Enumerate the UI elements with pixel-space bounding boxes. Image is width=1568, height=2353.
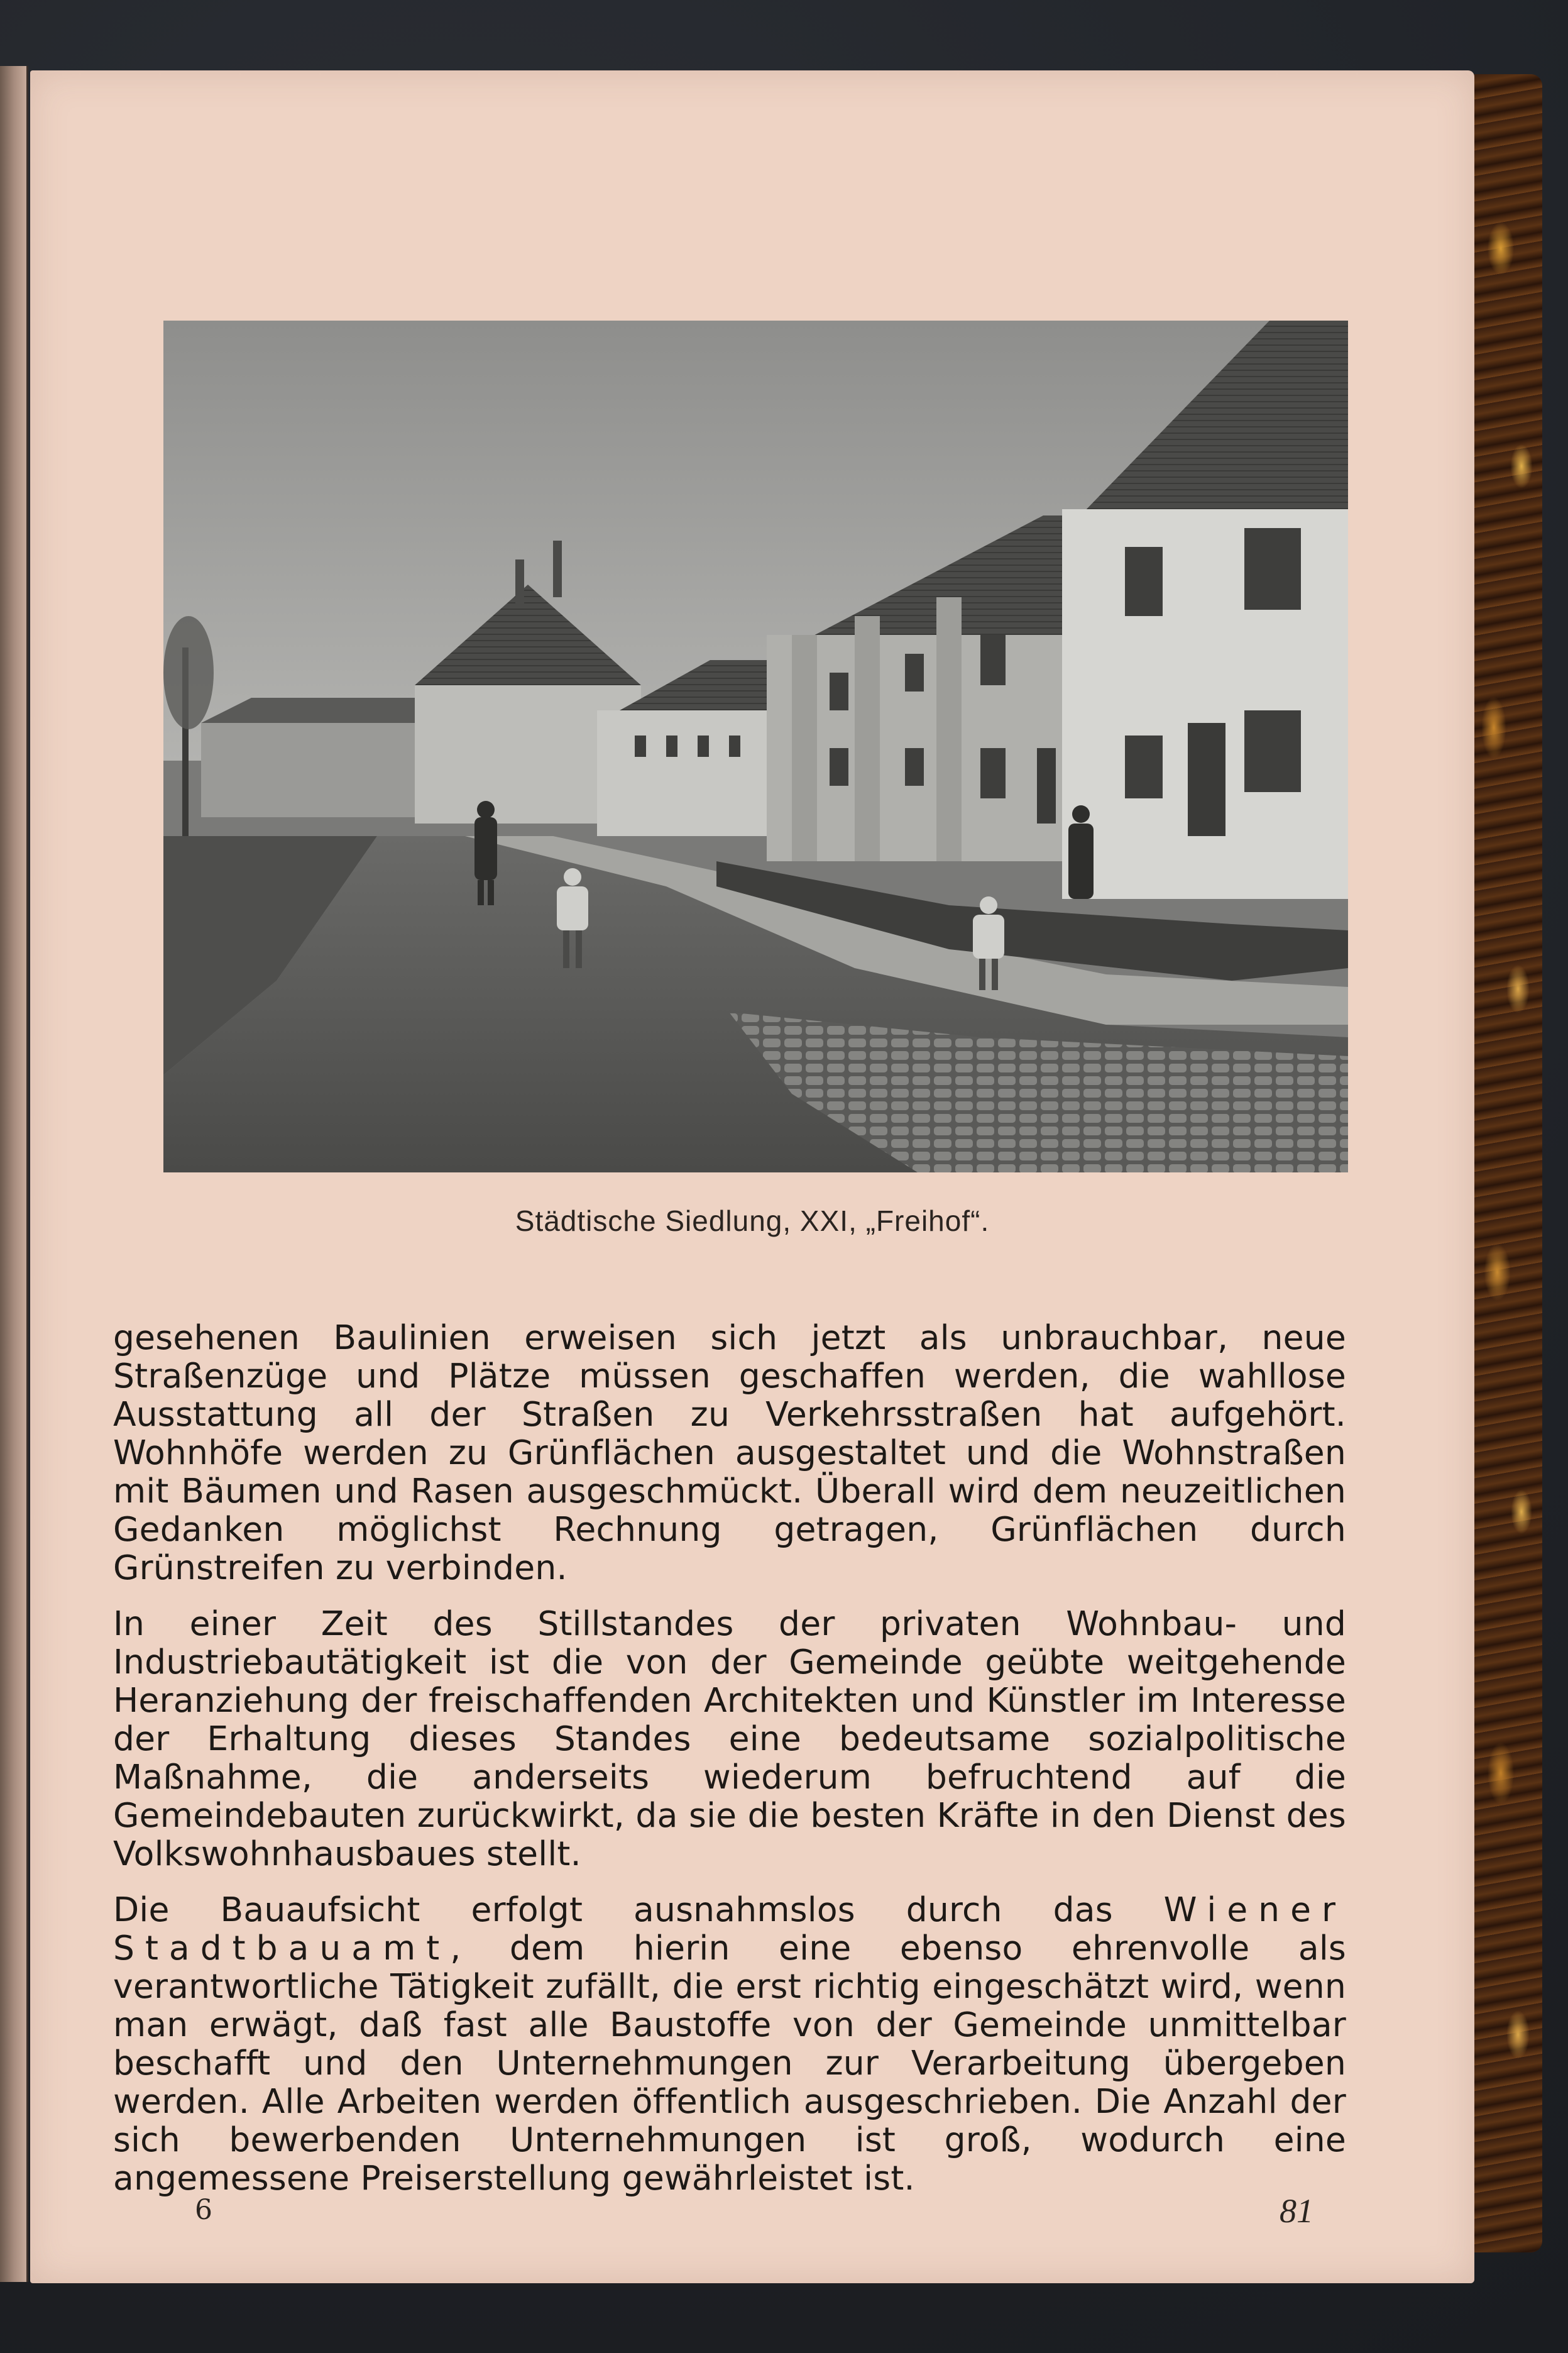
- paragraph-2: In einer Zeit des Stillstandes der privaten Wohnbau- und Industriebautätigkeit ist die von der Gemeinde geübte weitgehende Heranziehung der freischaffenden Architekten und Künstler im Interesse der Erhaltung dieses Standes eine bedeutsame sozialpolitische Maßnahme, die anderseits wiederum befruchtend auf die Gemeindebauten zurückwirkt, da sie die besten Kräfte in den Dienst des Volkswohnhausbaues stellt.: [113, 1604, 1346, 1873]
- page-number: 81: [1280, 2192, 1313, 2230]
- paragraph-3: [113, 1890, 1346, 2197]
- street-housing-estate-photo: [163, 321, 1348, 1172]
- book-page: [30, 70, 1474, 2283]
- paragraph-3-end: , dem hierin eine ebenso ehrenvolle als verantwortliche Tätigkeit zufällt, die erst richtig eingeschätzt wird, wenn man erwägt, daß fast alle Baustoffe von der Gemeinde unmittelbar beschafft und den Unternehmungen zur Verarbeitung übergeben werden. Alle Arbeiten werden öffentlich ausgeschrieben. Die Anzahl der sich bewerbenden Unternehmungen ist groß, wodurch eine angemessene Preiserstellung gewährleistet ist.: [113, 1928, 1346, 2198]
- photo-caption: Städtische Siedlung, XXI, „Freihof“.: [515, 1204, 990, 1237]
- paragraph-3-start: Die Bauaufsicht erfolgt ausnahmslos durch das: [113, 1890, 1164, 1929]
- marbled-book-cover: [1471, 74, 1542, 2252]
- paragraph-1: gesehenen Baulinien erweisen sich jetzt als unbrauchbar, neue Straßenzüge und Plätze müssen geschaffen werden, die wahllose Ausstattung all der Straßen zu Verkehrsstraßen hat aufgehört. Wohnhöfe werden zu Grünflächen ausgestaltet und die Wohnstraßen mit Bäumen und Rasen ausgeschmückt. Überall wird dem neuzeitlichen Gedanken möglichst Rechnung getragen, Grünflächen durch Grünstreifen zu verbinden.: [113, 1318, 1346, 1587]
- signature-mark: 6: [195, 2194, 212, 2226]
- previous-page-edge: [0, 66, 28, 2282]
- paragraph-3-emphasis: Wiener Stadtbauamt: [113, 1890, 1346, 1968]
- body-text: [113, 1318, 1346, 2215]
